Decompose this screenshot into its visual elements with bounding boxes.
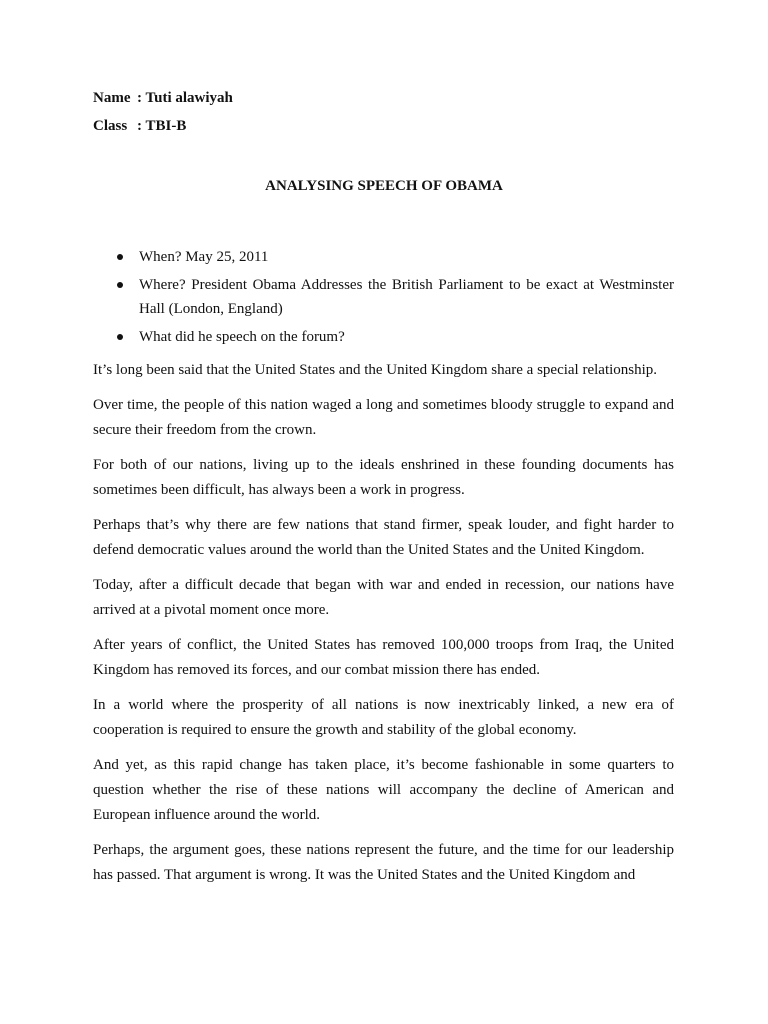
paragraph: Perhaps, the argument goes, these nations represent the future, and the time for our leadership has passed. That argument is wrong. It was the United States and the United Kingdom and: [93, 842, 674, 883]
paragraph: For both of our nations, living up to the ideals enshrined in these founding documents has sometimes been difficult, has always been a work in progress.: [93, 457, 674, 498]
paragraph: After years of conflict, the United States has removed 100,000 troops from Iraq, the United Kingdom has removed its forces, and our combat mission there has ended.: [93, 637, 674, 678]
paragraph: And yet, as this rapid change has taken place, it’s become fashionable in some quarters to question whether the rise of these nations will accompany the decline of American and European influence around the world.: [93, 757, 674, 823]
list-item: What did he speech on the forum?: [93, 325, 674, 349]
document-title: ANALYSING SPEECH OF OBAMA: [265, 178, 503, 194]
class-line: [93, 117, 186, 135]
name-label: Name: [93, 90, 131, 106]
list-item: Where? President Obama Addresses the British Parliament to be exact at Westminster Hall (London, England): [93, 273, 674, 321]
list-item: When? May 25, 2011: [93, 245, 674, 269]
paragraph: Over time, the people of this nation waged a long and sometimes bloody struggle to expand and secure their freedom from the crown.: [93, 397, 674, 438]
paragraph: Perhaps that’s why there are few nations that stand firmer, speak louder, and fight harder to defend democratic values around the world than the United States and the United Kingdom.: [93, 517, 674, 558]
speech-body: [93, 358, 674, 898]
paragraph: It’s long been said that the United States and the United Kingdom share a special relationship.: [93, 362, 658, 378]
class-label: Class: [93, 118, 128, 134]
class-value: : TBI-B: [137, 118, 187, 134]
name-line: [93, 89, 233, 107]
name-value: : Tuti alawiyah: [137, 90, 233, 106]
paragraph: In a world where the prosperity of all nations is now inextricably linked, a new era of cooperation is required to ensure the growth and stability of the global economy.: [93, 697, 674, 738]
question-list: [93, 245, 674, 353]
paragraph: Today, after a difficult decade that began with war and ended in recession, our nations have arrived at a pivotal moment once more.: [93, 577, 674, 618]
